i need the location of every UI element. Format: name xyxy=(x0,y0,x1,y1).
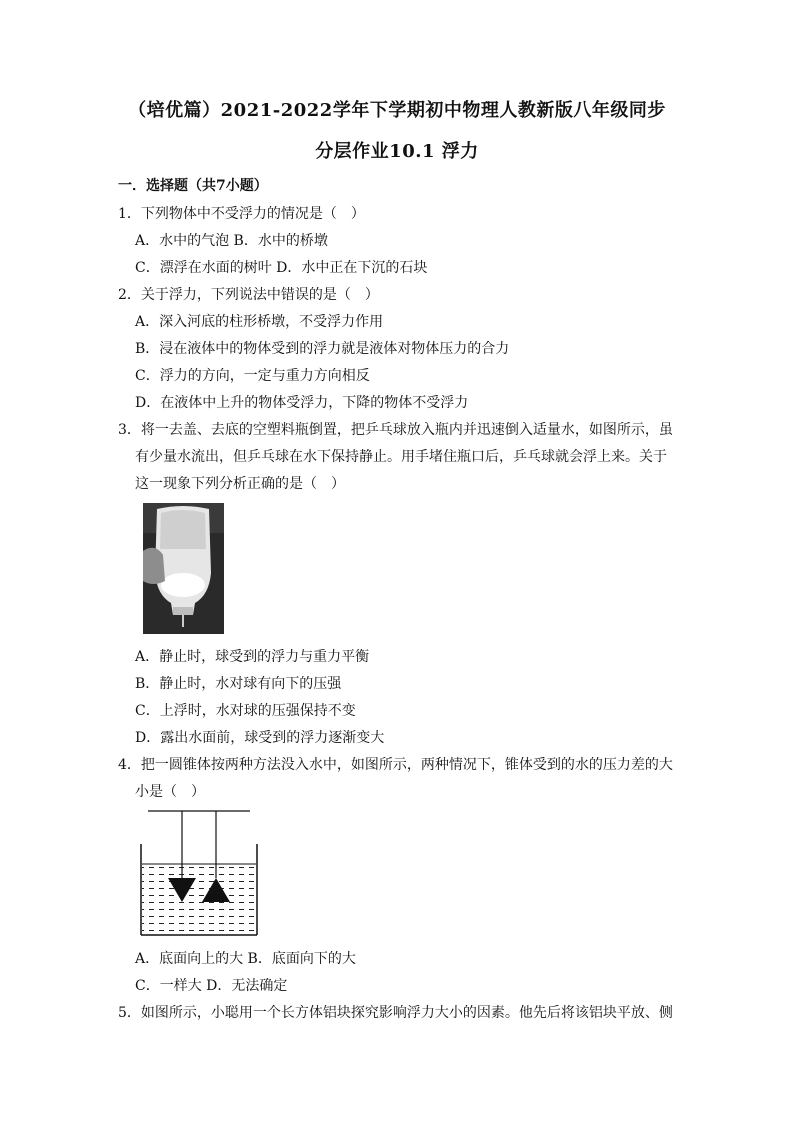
question-3-option-b: B．静止时，水对球有向下的压强 xyxy=(135,676,342,692)
question-3-option-a: A．静止时，球受到的浮力与重力平衡 xyxy=(135,649,370,665)
document-title-line-1: （培优篇）2021-2022学年下学期初中物理人教新版八年级同步 xyxy=(128,100,666,121)
question-3-stem-line-2: 有少量水流出，但乒乓球在水下保持静止。用手堵住瓶口后，乒乓球就会浮上来。关于 xyxy=(135,449,667,465)
question-1-options-ab: A．水中的气泡 B．水中的桥墩 xyxy=(135,233,328,249)
question-3-stem-line-3: 这一现象下列分析正确的是（ ） xyxy=(135,476,345,492)
question-1-options-cd: C．漂浮在水面的树叶 D．水中正在下沉的石块 xyxy=(135,260,428,276)
cone-diagram xyxy=(138,808,260,938)
bottle-photo xyxy=(143,503,224,634)
question-4-options-ab: A．底面向上的大 B．底面向下的大 xyxy=(135,951,356,967)
question-4-stem-line-1: 4．把一圆锥体按两种方法没入水中，如图所示，两种情况下，锥体受到的水的压力差的大 xyxy=(118,757,673,773)
question-2-option-a: A．深入河底的柱形桥墩，不受浮力作用 xyxy=(135,314,384,330)
question-3-option-c: C．上浮时，水对球的压强保持不变 xyxy=(135,703,356,719)
question-4-options-cd: C．一样大 D．无法确定 xyxy=(135,978,288,994)
question-2-option-b: B．浸在液体中的物体受到的浮力就是液体对物体压力的合力 xyxy=(135,341,510,357)
question-2-option-c: C．浮力的方向，一定与重力方向相反 xyxy=(135,368,370,384)
question-5-stem-line-1: 5．如图所示，小聪用一个长方体铝块探究影响浮力大小的因素。他先后将该铝块平放、侧 xyxy=(118,1005,673,1021)
question-4-stem-line-2: 小是（ ） xyxy=(135,784,205,800)
section-heading: 一．选择题（共7小题） xyxy=(118,178,268,194)
question-3-stem-line-1: 3．将一去盖、去底的空塑料瓶倒置，把乒乓球放入瓶内并迅速倒入适量水，如图所示，虽 xyxy=(118,422,673,438)
question-1-stem: 1．下列物体中不受浮力的情况是（ ） xyxy=(118,206,365,222)
question-2-option-d: D．在液体中上升的物体受浮力，下降的物体不受浮力 xyxy=(135,395,469,411)
question-2-stem: 2．关于浮力，下列说法中错误的是（ ） xyxy=(118,287,379,303)
document-title-line-2: 分层作业10.1 浮力 xyxy=(315,141,479,162)
question-3-option-d: D．露出水面前，球受到的浮力逐渐变大 xyxy=(135,730,385,746)
